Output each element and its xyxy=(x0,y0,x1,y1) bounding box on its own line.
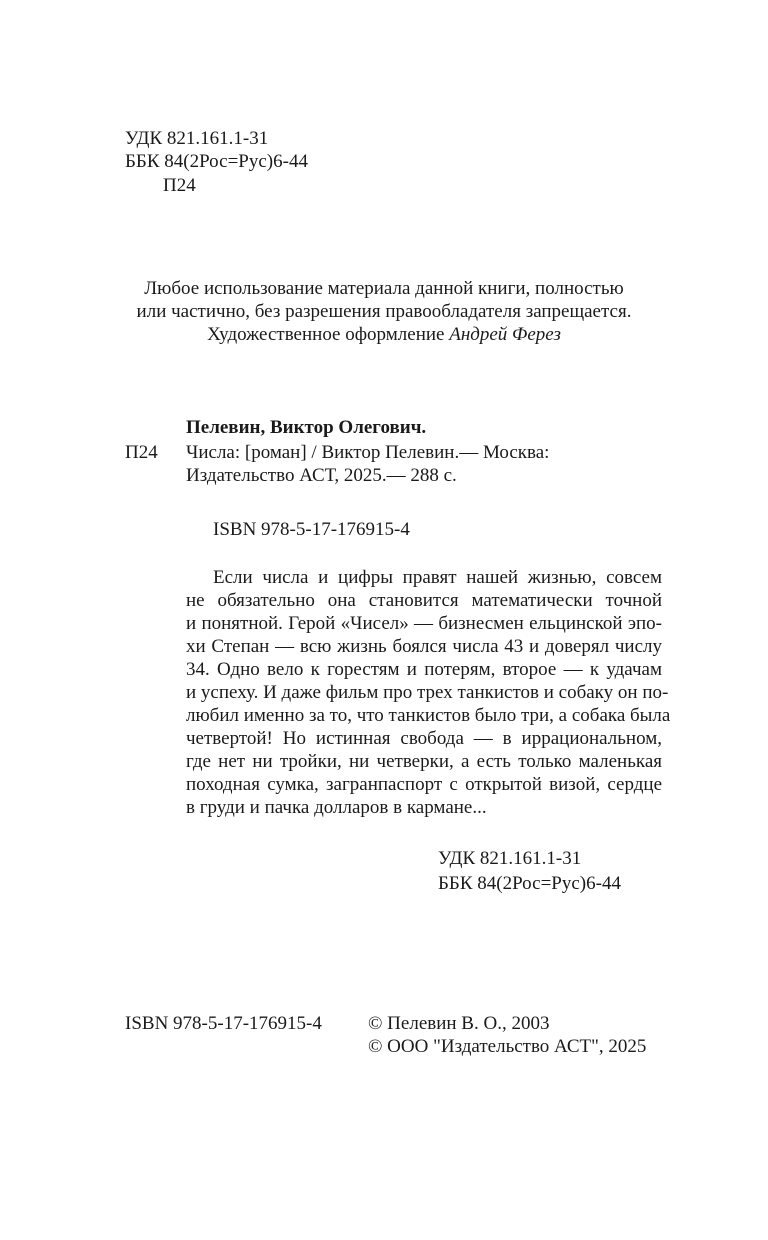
design-credit-prefix: Художественное оформление xyxy=(207,324,450,345)
author-mark-top: П24 xyxy=(163,175,196,196)
annotation-line: хи Степан — всю жизнь боялся числа 43 и доверял числу xyxy=(186,636,662,657)
annotation-line: и понятной. Герой «Чисел» — бизнесмен ельцинской эпо- xyxy=(186,613,662,634)
design-credit xyxy=(100,323,668,346)
annotation-line: 34. Одно вело к горестям и потерям, второе — к удачам xyxy=(186,659,662,680)
annotation-line: и успеху. И даже фильм про трех танкистов и собаку он по- xyxy=(186,682,669,703)
annotation-line: где нет ни тройки, ни четверки, а есть только маленькая xyxy=(186,751,662,772)
bbk-code-top: ББК 84(2Рос=Рус)6-44 xyxy=(125,151,308,172)
annotation-line: четвертой! Но истинная свобода — в иррациональном, xyxy=(186,728,662,749)
annotation-line: не обязательно она становится математически точной xyxy=(186,590,662,611)
isbn-footer: ISBN 978-5-17-176915-4 xyxy=(125,1013,322,1034)
copyright-author: © Пелевин В. О., 2003 xyxy=(368,1013,550,1034)
isbn-bibliographic: ISBN 978-5-17-176915-4 xyxy=(213,519,410,540)
annotation-line: Если числа и цифры правят нашей жизнью, совсем xyxy=(213,567,662,588)
annotation-line: походная сумка, загранпаспорт с открытой визой, сердце xyxy=(186,774,662,795)
udk-code-bottom: УДК 821.161.1-31 xyxy=(438,848,582,869)
bibliographic-publisher-line: Издательство АСТ, 2025.— 288 с. xyxy=(186,465,457,486)
copyright-notice xyxy=(100,277,668,346)
udk-code-top: УДК 821.161.1-31 xyxy=(125,128,269,149)
designer-name: Андрей Ферез xyxy=(449,324,561,345)
copyright-publisher: © ООО "Издательство АСТ", 2025 xyxy=(368,1036,647,1057)
bbk-code-bottom: ББК 84(2Рос=Рус)6-44 xyxy=(438,873,621,894)
annotation-line: любил именно за то, что танкистов было три, а собака была xyxy=(186,705,671,726)
notice-line-2: или частично, без разрешения правообладателя запрещается. xyxy=(136,301,632,322)
bibliographic-title-line: Числа: [роман] / Виктор Пелевин.— Москва: xyxy=(186,442,550,463)
annotation-paragraph xyxy=(186,566,671,819)
notice-line-1: Любое использование материала данной книги, полностью xyxy=(144,278,624,299)
annotation-line: в груди и пачка долларов в кармане... xyxy=(186,797,487,818)
author-mark: П24 xyxy=(125,442,158,463)
author-heading: Пелевин, Виктор Олегович. xyxy=(186,417,427,438)
